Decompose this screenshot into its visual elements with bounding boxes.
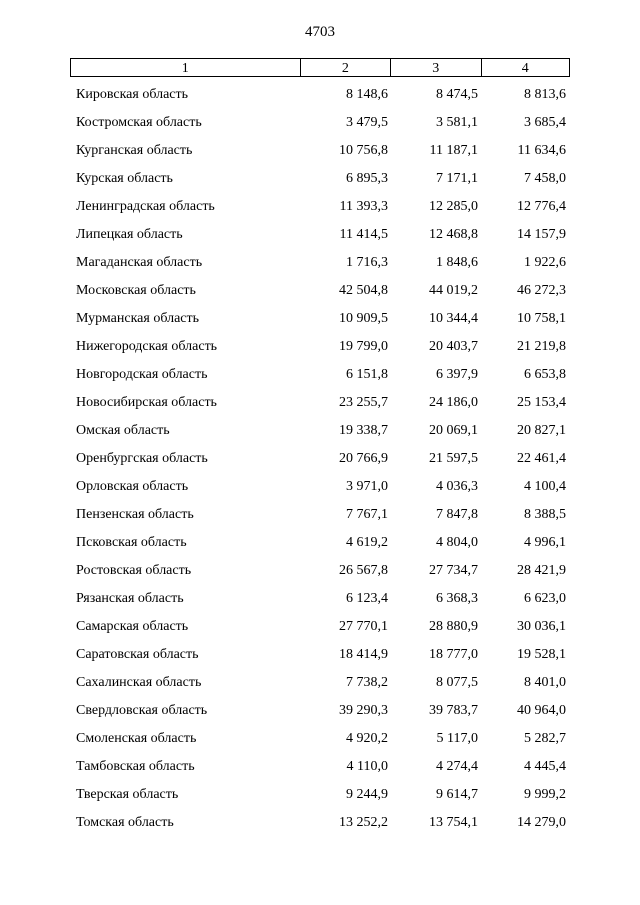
column-header-4: 4 (481, 59, 569, 76)
value-cell-col2: 9 244,9 (346, 787, 388, 802)
region-cell: Кировская область (76, 87, 189, 102)
value-cell-col4: 12 776,4 (517, 199, 566, 214)
value-cell-col2: 20 766,9 (339, 451, 388, 466)
region-cell: Самарская область (76, 619, 189, 634)
table-row (70, 641, 570, 669)
value-cell-col3: 8 077,5 (436, 675, 478, 690)
value-cell-col2: 1 716,3 (346, 255, 388, 270)
region-cell: Магаданская область (76, 255, 203, 270)
value-cell-col3: 6 368,3 (436, 591, 478, 606)
value-cell-col4: 3 685,4 (524, 115, 566, 130)
table-row (70, 697, 570, 725)
value-cell-col2: 3 971,0 (346, 479, 388, 494)
value-cell-col3: 11 187,1 (429, 143, 478, 158)
region-cell: Рязанская область (76, 591, 184, 606)
table-row (70, 81, 570, 109)
value-cell-col3: 4 804,0 (436, 535, 478, 550)
value-cell-col2: 4 920,2 (346, 731, 388, 746)
value-cell-col2: 42 504,8 (339, 283, 388, 298)
value-cell-col3: 44 019,2 (429, 283, 478, 298)
table-row (70, 529, 570, 557)
value-cell-col4: 22 461,4 (517, 451, 566, 466)
value-cell-col2: 13 252,2 (339, 815, 388, 830)
region-cell: Псковская область (76, 535, 187, 550)
table-row (70, 249, 570, 277)
value-cell-col2: 39 290,3 (339, 703, 388, 718)
region-cell: Московская область (76, 283, 196, 298)
value-cell-col2: 6 123,4 (346, 591, 388, 606)
page-number: 4703 (305, 24, 335, 40)
region-cell: Новосибирская область (76, 395, 217, 410)
table-row (70, 221, 570, 249)
value-cell-col2: 26 567,8 (339, 563, 388, 578)
table-row (70, 193, 570, 221)
value-cell-col4: 25 153,4 (517, 395, 566, 410)
value-cell-col2: 8 148,6 (346, 87, 388, 102)
table-row (70, 669, 570, 697)
value-cell-col4: 14 279,0 (517, 815, 566, 830)
value-cell-col3: 27 734,7 (429, 563, 478, 578)
value-cell-col3: 18 777,0 (429, 647, 478, 662)
value-cell-col2: 4 619,2 (346, 535, 388, 550)
value-cell-col3: 39 783,7 (429, 703, 478, 718)
value-cell-col3: 4 036,3 (436, 479, 478, 494)
value-cell-col2: 4 110,0 (346, 759, 388, 774)
region-cell: Ленинградская область (76, 199, 215, 214)
region-cell: Пензенская область (76, 507, 194, 522)
region-cell: Нижегородская область (76, 339, 218, 354)
region-cell: Сахалинская область (76, 675, 202, 690)
table-row (70, 137, 570, 165)
value-cell-col4: 8 813,6 (524, 87, 566, 102)
value-cell-col2: 19 338,7 (339, 423, 388, 438)
value-cell-col3: 7 171,1 (436, 171, 478, 186)
data-table (70, 58, 570, 837)
column-header-2: 2 (300, 59, 390, 76)
value-cell-col2: 6 895,3 (346, 171, 388, 186)
table-row (70, 501, 570, 529)
value-cell-col4: 46 272,3 (517, 283, 566, 298)
table-row (70, 445, 570, 473)
value-cell-col3: 8 474,5 (436, 87, 478, 102)
region-cell: Курская область (76, 171, 173, 186)
value-cell-col4: 1 922,6 (524, 255, 566, 270)
value-cell-col3: 7 847,8 (436, 507, 478, 522)
region-cell: Омская область (76, 423, 170, 438)
value-cell-col4: 5 282,7 (524, 731, 566, 746)
value-cell-col4: 20 827,1 (517, 423, 566, 438)
region-cell: Липецкая область (76, 227, 183, 242)
value-cell-col2: 11 393,3 (339, 199, 388, 214)
region-cell: Оренбургская область (76, 451, 208, 466)
table-row (70, 557, 570, 585)
value-cell-col4: 6 623,0 (524, 591, 566, 606)
column-header-3: 3 (390, 59, 480, 76)
value-cell-col3: 20 403,7 (429, 339, 478, 354)
value-cell-col4: 30 036,1 (517, 619, 566, 634)
value-cell-col4: 4 445,4 (524, 759, 566, 774)
value-cell-col4: 8 401,0 (524, 675, 566, 690)
value-cell-col3: 10 344,4 (429, 311, 478, 326)
region-cell: Курганская область (76, 143, 193, 158)
value-cell-col4: 21 219,8 (517, 339, 566, 354)
value-cell-col3: 4 274,4 (436, 759, 478, 774)
value-cell-col4: 4 996,1 (524, 535, 566, 550)
value-cell-col2: 18 414,9 (339, 647, 388, 662)
table-row (70, 389, 570, 417)
table-row (70, 613, 570, 641)
region-cell: Костромская область (76, 115, 202, 130)
column-header-1: 1 (181, 61, 189, 76)
table-row (70, 781, 570, 809)
table-row (70, 809, 570, 837)
value-cell-col4: 4 100,4 (524, 479, 566, 494)
value-cell-col4: 28 421,9 (517, 563, 566, 578)
region-cell: Смоленская область (76, 731, 197, 746)
region-cell: Томская область (76, 815, 174, 830)
region-cell: Саратовская область (76, 647, 199, 662)
value-cell-col2: 19 799,0 (339, 339, 388, 354)
region-cell: Ростовская область (76, 563, 192, 578)
value-cell-col3: 24 186,0 (429, 395, 478, 410)
table-header (70, 58, 570, 77)
value-cell-col2: 10 909,5 (339, 311, 388, 326)
value-cell-col4: 7 458,0 (524, 171, 566, 186)
value-cell-col3: 12 468,8 (429, 227, 478, 242)
region-cell: Тамбовская область (76, 759, 195, 774)
value-cell-col3: 21 597,5 (429, 451, 478, 466)
value-cell-col2: 23 255,7 (339, 395, 388, 410)
value-cell-col3: 3 581,1 (436, 115, 478, 130)
value-cell-col4: 19 528,1 (517, 647, 566, 662)
region-cell: Свердловская область (76, 703, 208, 718)
value-cell-col2: 27 770,1 (339, 619, 388, 634)
value-cell-col4: 6 653,8 (524, 367, 566, 382)
table-row (70, 585, 570, 613)
table-row (70, 277, 570, 305)
table-row (70, 361, 570, 389)
value-cell-col2: 7 767,1 (346, 507, 388, 522)
table-row (70, 305, 570, 333)
value-cell-col4: 14 157,9 (517, 227, 566, 242)
value-cell-col3: 28 880,9 (429, 619, 478, 634)
value-cell-col2: 11 414,5 (339, 227, 388, 242)
region-cell: Орловская область (76, 479, 189, 494)
table-row (70, 473, 570, 501)
region-cell: Тверская область (76, 787, 179, 802)
value-cell-col3: 13 754,1 (429, 815, 478, 830)
value-cell-col2: 7 738,2 (346, 675, 388, 690)
value-cell-col3: 20 069,1 (429, 423, 478, 438)
table-row (70, 165, 570, 193)
value-cell-col3: 12 285,0 (429, 199, 478, 214)
value-cell-col4: 11 634,6 (517, 143, 566, 158)
value-cell-col4: 8 388,5 (524, 507, 566, 522)
table-body (70, 81, 570, 837)
table-row (70, 333, 570, 361)
table-row (70, 753, 570, 781)
value-cell-col3: 1 848,6 (436, 255, 478, 270)
value-cell-col3: 5 117,0 (436, 731, 478, 746)
value-cell-col2: 3 479,5 (346, 115, 388, 130)
table-row (70, 109, 570, 137)
value-cell-col3: 6 397,9 (436, 367, 478, 382)
value-cell-col4: 40 964,0 (517, 703, 566, 718)
value-cell-col3: 9 614,7 (436, 787, 478, 802)
region-cell: Мурманская область (76, 311, 200, 326)
value-cell-col2: 6 151,8 (346, 367, 388, 382)
table-row (70, 417, 570, 445)
value-cell-col2: 10 756,8 (339, 143, 388, 158)
table-row (70, 725, 570, 753)
value-cell-col4: 10 758,1 (517, 311, 566, 326)
region-cell: Новгородская область (76, 367, 208, 382)
value-cell-col4: 9 999,2 (524, 787, 566, 802)
